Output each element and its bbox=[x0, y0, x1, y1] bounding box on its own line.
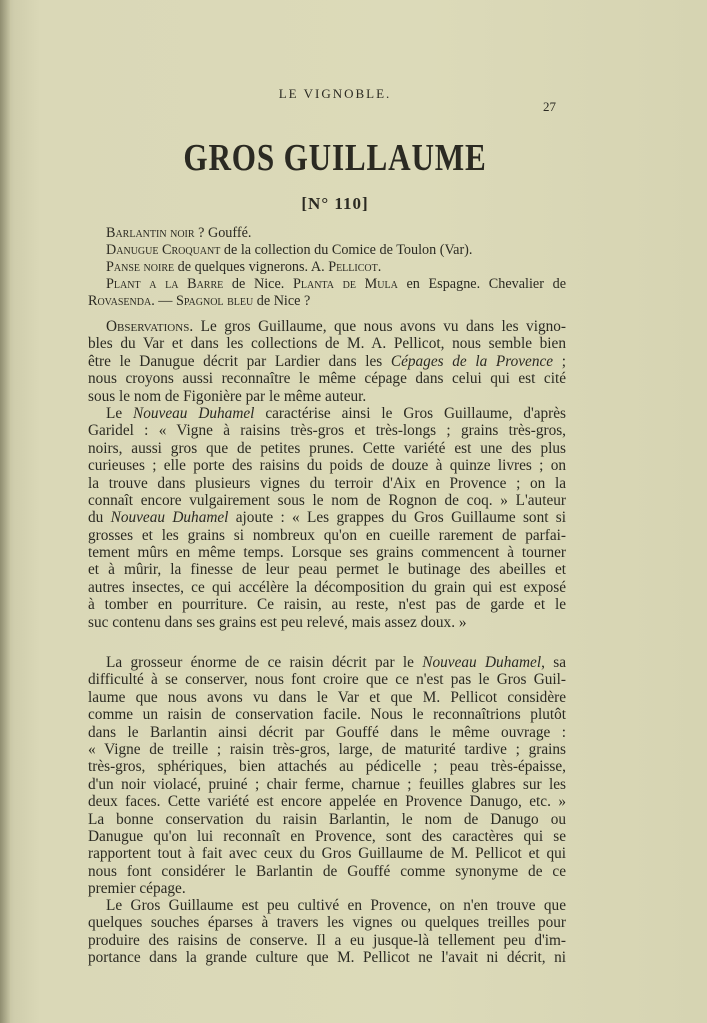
text-line bbox=[88, 614, 566, 631]
text-run: laume que nous avons vu dans le Var et que M. Pellicot considère bbox=[88, 688, 566, 706]
text-run: nous font considérer le Barlantin de Gouffé comme synonyme de ce bbox=[88, 862, 566, 880]
text-run: caractérise ainsi le Gros Guillaume, d'après bbox=[254, 404, 566, 422]
italic-run: Nouveau Duhamel bbox=[133, 404, 255, 422]
text-line bbox=[88, 706, 566, 723]
text-run: Garidel : « Vigne à raisins très-gros et très-longs ; grains très-gros, bbox=[88, 422, 566, 440]
text-run: ? Gouffé. bbox=[194, 225, 252, 241]
text-run: autres insectes, ce qui accélère la décomposition du grain qui est exposé bbox=[88, 578, 566, 596]
text-run: portance dans la grande culture que M. Pellicot ne l'avait ni décrit, ni bbox=[88, 949, 566, 967]
text-run: Le bbox=[106, 404, 134, 422]
text-line bbox=[88, 405, 566, 422]
text-run: grosses et les grains si nombreux qu'on en cueille rarement de parfai- bbox=[88, 526, 566, 544]
text-run: de la collection du Comice de Toulon (Var). bbox=[220, 242, 473, 258]
text-line bbox=[88, 914, 566, 931]
text-line bbox=[88, 544, 566, 561]
text-run: curieuses ; elle porte des raisins du poids de douze à quinze livres ; on bbox=[88, 457, 566, 475]
page-number: 27 bbox=[543, 99, 556, 114]
text-run: suc contenu dans ses grains est peu relevé, mais assez doux. » bbox=[88, 613, 467, 631]
text-run: du bbox=[88, 509, 111, 527]
text-run: ; bbox=[553, 352, 567, 370]
text-line bbox=[88, 318, 566, 335]
text-run: de quelques vignerons. A. bbox=[174, 259, 329, 275]
small-caps-run: Spagnol bleu bbox=[176, 293, 254, 309]
text-run: connaît encore vulgairement sous le nom de Rognon de coq. » L'auteur bbox=[88, 491, 566, 509]
text-line bbox=[88, 845, 566, 862]
text-line bbox=[88, 561, 566, 578]
variety-number: [N° 110] bbox=[301, 194, 369, 213]
text-line bbox=[88, 741, 566, 758]
text-line bbox=[88, 776, 566, 793]
text-line bbox=[88, 596, 566, 613]
text-line bbox=[88, 440, 566, 457]
small-caps-run: Panse noire bbox=[106, 259, 175, 275]
synonym-line bbox=[88, 225, 566, 242]
small-caps-run: Plant a la Barre bbox=[106, 276, 224, 292]
text-run: ajoute : « Les grappes du Gros Guillaume sont si bbox=[228, 509, 567, 527]
text-run: . Le gros Guillaume, que nous avons vu dans les vigno- bbox=[189, 318, 566, 335]
synonyms-list bbox=[88, 225, 566, 310]
small-caps-run: Planta de Mula bbox=[292, 276, 398, 292]
text-line bbox=[88, 335, 566, 352]
running-header: LE VIGNOBLE. bbox=[278, 86, 392, 101]
text-run: à tomber en pourriture. Ce raisin, au reste, n'est pas de garde et le bbox=[88, 596, 566, 614]
text-line bbox=[88, 793, 566, 810]
paragraph-culture bbox=[88, 897, 566, 967]
text-run: premier cépage. bbox=[88, 880, 186, 898]
text-run: « Vigne de treille ; raisin très-gros, large, de maturité tardive ; grains bbox=[88, 740, 566, 758]
page-binding-edge bbox=[0, 0, 10, 1023]
text-line bbox=[88, 863, 566, 880]
text-line bbox=[88, 724, 566, 741]
text-run: sous le nom de Figonière par le même auteur. bbox=[88, 387, 367, 405]
text-run: difficulté à se conserver, nous font croire que ce n'est pas le Gros Guil- bbox=[88, 671, 566, 689]
text-run: Danugue qu'on lui reconnaît en Provence, sont des caractères qui se bbox=[88, 827, 566, 845]
text-run: très-gros, sphériques, bien attachés au pédicelle ; peau très-épaisse, bbox=[88, 758, 566, 776]
text-line bbox=[88, 457, 566, 474]
text-run: nous croyons aussi reconnaître le même cépage dans celui qui est cité bbox=[88, 370, 566, 388]
text-line bbox=[88, 932, 566, 949]
text-run: deux faces. Cette variété est encore appelée en Provence Danugo, etc. » bbox=[88, 793, 566, 811]
synonym-line bbox=[88, 276, 566, 293]
text-run: noirs, aussi gros que de petites prunes. Cette variété est une des plus bbox=[88, 439, 566, 457]
text-run: quelques souches éparses à travers les vignes ou quelques treilles pour bbox=[88, 914, 566, 932]
small-caps-run: Danugue Croquant bbox=[106, 242, 221, 258]
text-run: dans le Barlantin ainsi décrit par Gouffé dans le même ouvrage : bbox=[88, 723, 566, 741]
text-line bbox=[88, 370, 566, 387]
small-caps-run: Rovasenda bbox=[88, 293, 152, 309]
text-line bbox=[88, 527, 566, 544]
text-run: , sa bbox=[541, 654, 566, 671]
text-line bbox=[88, 880, 566, 897]
text-line bbox=[88, 388, 566, 405]
text-line bbox=[88, 897, 566, 914]
text-run: être le Danugue décrit par Lardier dans les bbox=[88, 352, 391, 370]
text-run: La grosseur énorme de ce raisin décrit par le bbox=[106, 654, 423, 671]
text-run: . — bbox=[151, 293, 177, 309]
text-run: produire des raisins de conserve. Il a eu jusque-là tellement peu d'im- bbox=[88, 931, 566, 949]
text-line bbox=[88, 509, 566, 526]
synonym-line bbox=[88, 259, 566, 276]
text-run: en Espagne. Chevalier de bbox=[397, 276, 567, 292]
synonym-line bbox=[88, 242, 566, 259]
text-run: la trouve dans plusieurs vignes du terroir d'Aix en Provence ; on la bbox=[88, 474, 566, 492]
text-run: Le Gros Guillaume est peu cultivé en Provence, on n'en trouve que bbox=[106, 897, 566, 914]
text-line bbox=[88, 475, 566, 492]
text-run: d'un noir violacé, pruiné ; chair ferme, charnue ; feuilles glabres sur les bbox=[88, 775, 566, 793]
text-line bbox=[88, 654, 566, 671]
paragraph-barlantin bbox=[88, 654, 566, 897]
text-run: de Nice ? bbox=[253, 293, 311, 309]
paragraph-observations bbox=[88, 318, 566, 631]
text-run: bles du Var et dans les collections de M. A. Pellicot, nous semble bien bbox=[88, 335, 566, 353]
text-line bbox=[88, 828, 566, 845]
small-caps-run: Barlantin noir bbox=[106, 225, 195, 241]
small-caps-run: Observations bbox=[106, 318, 190, 335]
text-run: . bbox=[377, 259, 382, 275]
text-run: rapportent tout à fait avec ceux du Gros Guillaume de M. Pellicot et qui bbox=[88, 845, 566, 863]
text-run: et à mûrir, la finesse de leur peau permet le butinage des abeilles et bbox=[88, 561, 566, 579]
text-line bbox=[88, 353, 566, 370]
italic-run: Nouveau Duhamel bbox=[110, 509, 229, 527]
text-line bbox=[88, 811, 566, 828]
small-caps-run: Pellicot bbox=[328, 259, 378, 275]
text-line bbox=[88, 579, 566, 596]
text-line bbox=[88, 422, 566, 439]
text-line bbox=[88, 689, 566, 706]
text-run: La bonne conservation du raisin Barlantin, le nom de Danugo ou bbox=[88, 810, 566, 828]
page-title: GROS GUILLAUME bbox=[183, 137, 487, 179]
text-run: de Nice. bbox=[223, 276, 293, 292]
text-run: comme un raisin de conservation facile. Nous le reconnaîtrions plutôt bbox=[88, 706, 566, 724]
text-line bbox=[88, 949, 566, 966]
text-line bbox=[88, 671, 566, 688]
text-line bbox=[88, 758, 566, 775]
text-run: tement mûrs en même temps. Lorsque ses grains commencent à tourner bbox=[88, 544, 566, 562]
italic-run: Nouveau Duhamel bbox=[422, 654, 542, 671]
synonym-line bbox=[88, 293, 566, 310]
italic-run: Cépages de la Provence bbox=[390, 352, 554, 370]
text-line bbox=[88, 492, 566, 509]
